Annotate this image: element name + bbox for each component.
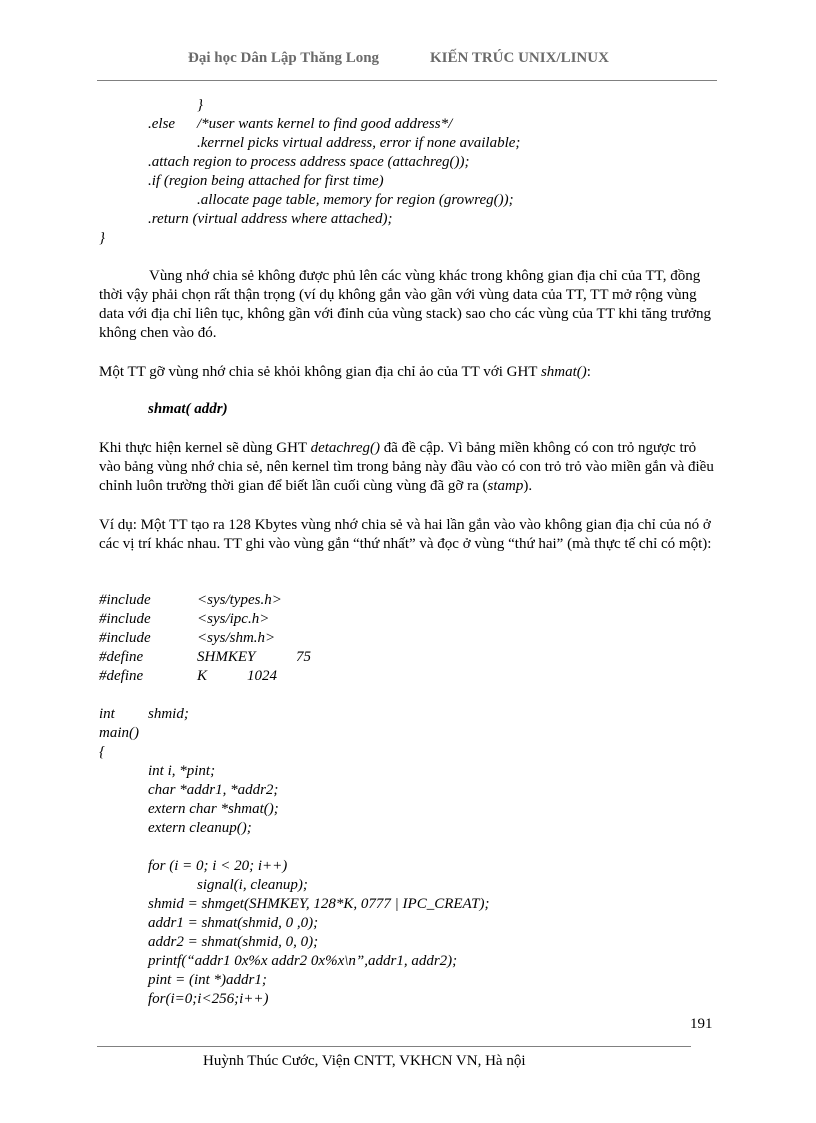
code-line: } — [99, 230, 105, 246]
syscall-syntax: shmat( addr) — [148, 401, 228, 417]
footer-author: Huỳnh Thúc Cước, Viện CNTT, VKHCN VN, Hà nội — [203, 1053, 526, 1069]
code-line: #define — [99, 668, 144, 684]
code-line: main() — [99, 725, 139, 741]
code-line: addr1 = shmat(shmid, 0 ,0); — [148, 915, 319, 931]
header-institution: Đại học Dân Lập Thăng Long — [188, 50, 380, 66]
paragraph-detach-intro: Một TT gỡ vùng nhớ chia sẻ khỏi không gian địa chỉ ảo của TT với GHT shmat(): — [99, 364, 591, 380]
code-line: int i, *pint; — [148, 763, 216, 779]
code-line: extern cleanup(); — [148, 820, 252, 836]
code-line: .attach region to process address space (attachreg()); — [148, 154, 470, 170]
code-line: signal(i, cleanup); — [197, 877, 308, 893]
code-line: .return (virtual address where attached); — [148, 211, 393, 227]
code-line: 1024 — [247, 668, 277, 684]
code-line: } — [197, 97, 203, 113]
code-line: { — [99, 744, 105, 760]
footer-rule — [97, 1046, 691, 1047]
code-line: #include — [99, 592, 151, 608]
paragraph-example: Ví dụ: Một TT tạo ra 128 Kbytes vùng nhớ chia sẻ và hai lần gắn vào vào không gian địa chỉ của nó ở các vị trí khác nhau. TT ghi vào vùng gắn “thứ nhất” và đọc ở vùng “thứ hai” (mà thực tế chỉ có một): — [99, 517, 712, 552]
code-line: printf(“addr1 0x%x addr2 0x%x\n”,addr1, addr2); — [148, 953, 458, 969]
code-line: <sys/types.h> — [197, 592, 282, 608]
code-line: extern char *shmat(); — [148, 801, 279, 817]
code-line: K — [197, 668, 208, 684]
code-line: <sys/ipc.h> — [197, 611, 270, 627]
code-line: #include — [99, 630, 151, 646]
code-line: #include — [99, 611, 151, 627]
code-line: shmid = shmget(SHMKEY, 128*K, 0777 | IPC_CREAT); — [148, 896, 490, 912]
code-line: for(i=0;i<256;i++) — [148, 991, 269, 1007]
paragraph-detachreg: Khi thực hiện kernel sẽ dùng GHT detachreg() đã đề cập. Vì bảng miền không có con trỏ ngược trỏ vào bảng vùng nhớ chia sẻ, nên kernel tìm trong bảng này đầu vào có con trỏ trỏ vào miền gắn và điều chỉnh luôn trường thời gian để biết lần cuối cùng vùng đã gỡ ra (stamp). — [99, 440, 714, 494]
header-course-title: KIẾN TRÚC UNIX/LINUX — [430, 50, 609, 66]
code-line: 75 — [296, 649, 311, 665]
code-line: .allocate page table, memory for region (growreg()); — [197, 192, 514, 208]
code-line: .kerrnel picks virtual address, error if none available; — [197, 135, 521, 151]
code-line: /*user wants kernel to find good address*/ — [197, 116, 453, 132]
code-line: pint = (int *)addr1; — [148, 972, 267, 988]
code-line: int — [99, 706, 115, 722]
code-line: .if (region being attached for first time) — [148, 173, 384, 189]
code-line: addr2 = shmat(shmid, 0, 0); — [148, 934, 319, 950]
code-line: SHMKEY — [197, 649, 256, 665]
code-line: .else — [148, 116, 176, 132]
header-rule — [97, 80, 717, 81]
code-line: #define — [99, 649, 144, 665]
page-number: 191 — [690, 1016, 713, 1032]
code-line: shmid; — [148, 706, 189, 722]
code-line: <sys/shm.h> — [197, 630, 276, 646]
paragraph-shared-memory-placement: Vùng nhớ chia sẻ không được phủ lên các vùng khác trong không gian địa chỉ của TT, đồng thời vậy phải chọn rất thận trọng (ví dụ không gắn vào gần với vùng data của TT, TT mở rộng vùng data với địa chỉ liên tục, không gần với đỉnh của vùng stack) sao cho các vùng của TT khi tăng trưởng không chen vào đó. — [99, 268, 712, 341]
code-line: char *addr1, *addr2; — [148, 782, 279, 798]
code-line: for (i = 0; i < 20; i++) — [148, 858, 288, 874]
